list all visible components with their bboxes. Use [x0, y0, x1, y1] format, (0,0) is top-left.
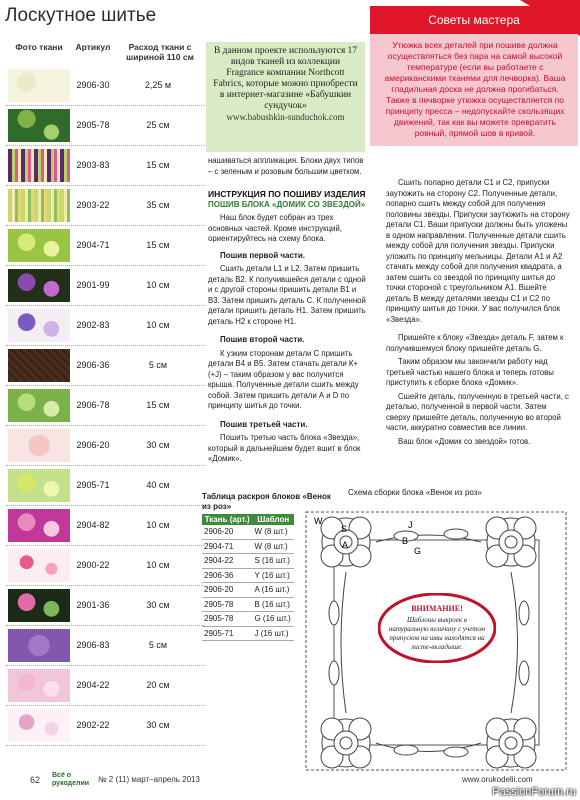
cutting-table: [202, 514, 294, 641]
cutting-fabric: 2906-36: [202, 568, 252, 583]
fabric-swatch: [8, 269, 70, 302]
diagram-label-a: A: [342, 540, 349, 550]
fabric-qty: 30 см: [146, 440, 170, 450]
fabric-swatch: [8, 589, 70, 622]
cutting-table-title: Таблица раскроя блоков «Венок из роз»: [202, 492, 331, 511]
right-column: [386, 178, 572, 450]
fabric-swatch: [8, 429, 70, 462]
info-box: [206, 42, 365, 152]
intro-text: нашиваться аппликация. Блоки двух типов – с зеленым и розовым большим цветком.: [208, 156, 364, 176]
fabric-row: [6, 306, 204, 346]
cutting-fabric: 2905-71: [202, 626, 252, 641]
fabric-article: 2901-36: [76, 600, 110, 610]
cutting-row: [202, 597, 294, 612]
fabric-article: 2905-78: [76, 120, 110, 130]
fabric-article: 2904-71: [76, 240, 110, 250]
fabric-article: 2906-30: [76, 80, 110, 90]
fabric-swatch: [8, 189, 70, 222]
cutting-fabric: 2906-20: [202, 583, 252, 598]
fabric-swatch: [8, 709, 70, 742]
cutting-template: Y (16 шт.): [252, 568, 294, 583]
cutting-template: S (16 шт.): [252, 554, 294, 569]
fabric-row: [6, 626, 204, 666]
fabric-qty: 30 см: [146, 720, 170, 730]
cutting-fabric: 2905-78: [202, 597, 252, 612]
fabric-row: [6, 146, 204, 186]
cutting-fabric: 2904-22: [202, 554, 252, 569]
watermark: PassionForum.ru: [492, 786, 576, 798]
fabric-row: [6, 226, 204, 266]
fabric-row: [6, 66, 204, 106]
diagram-label-w: W: [314, 516, 323, 526]
cutting-fabric: 2904-71: [202, 539, 252, 554]
fabric-article: 2900-22: [76, 560, 110, 570]
cutting-row: [202, 539, 294, 554]
instruction-subheading: ПОШИВ БЛОКА «ДОМИК СО ЗВЕЗДОЙ»: [208, 199, 366, 209]
fabric-article: 2906-83: [76, 640, 110, 650]
col-photo-header: Фото ткани: [15, 42, 63, 52]
part1-text: Сшить детали L1 и L2. Затем пришить деталь В2. К получившейся детали с одной и с другой стороны пришить детали В1 и В3. Затем пришить деталь С. К полученной детали пришить деталь Н1. Затем пришить деталь Н2 к стороне Н1.: [208, 264, 366, 326]
fabric-row: [6, 106, 204, 146]
fabric-article: 2903-83: [76, 160, 110, 170]
fabric-row: [6, 346, 204, 386]
diagram-label-j: J: [408, 520, 413, 530]
part1-title: Пошив первой части.: [220, 250, 305, 260]
diagram-label-s: S: [341, 524, 348, 534]
part3-text: Пошить третью часть блока «Звезда», который в дальнейшем будет вшит в блок «Домик».: [208, 433, 361, 463]
cutting-fabric: 2906-20: [202, 525, 252, 539]
cutting-template: A (16 шт.): [252, 583, 294, 598]
diagram-label-g: G: [414, 546, 422, 556]
fabric-qty: 15 см: [146, 160, 170, 170]
cutting-row: [202, 612, 294, 627]
right-p1: Сшить попарно детали С1 и С2, припуски заутюжить на сторону С2. Полученные детали, попарно сшить между собой для получения половины звезды. Припуски заутюжить на сторону детали С1. Ваши припуски должны быть уложены в одном направлении. Полученные детали сшить между собой для получения звезды. Припуски уложить по принципу мельницы. Детали А1 и А2 стачать между собой для получения квадрата, а затем сшить со звездой по принципу шитья до точки стороной с треугольником А1. Вшейте деталь В между деталями звезды С1 и С2 по принципу шитья до точки. У вас получился блок «Звезда».: [386, 178, 570, 324]
fabric-qty: 5 см: [148, 360, 168, 370]
fabric-qty: 10 см: [146, 280, 170, 290]
page-number: 62: [30, 775, 41, 785]
fabric-qty: 10 см: [146, 560, 170, 570]
page-title: Лоскутное шитье: [5, 5, 157, 26]
fabric-qty: 15 см: [146, 400, 170, 410]
warning-title: ВНИМАНИЕ!: [411, 604, 463, 613]
col-article-header: Артикул: [75, 42, 111, 52]
issue-info: № 2 (11) март–апрель 2013: [98, 775, 200, 784]
right-p3: Таким образом мы закончили работу над третьей частью нашего блока и теперь готовы приступить к сборке блока «Домик».: [386, 357, 554, 387]
fabric-article: 2904-82: [76, 520, 110, 530]
fabric-article: 2906-78: [76, 400, 110, 410]
fabric-article: 2902-22: [76, 720, 110, 730]
fabric-swatch: [8, 349, 70, 382]
fabric-row: [6, 586, 204, 626]
fabric-row: [6, 706, 204, 746]
part2-text: К узким сторонам детали С пришить детали В4 и В5. Затем стачать детали К+(+J) – таким образом у вас получится крыша. Полученные детали сшить между собой. Затем пришить детали А и D по принципу шитья до точки.: [208, 348, 359, 410]
fabric-article: 2901-99: [76, 280, 110, 290]
fabric-row: [6, 466, 204, 506]
fabric-article: 2906-20: [76, 440, 110, 450]
fabric-qty: 25 см: [146, 120, 170, 130]
instruction-heading: ИНСТРУКЦИЯ ПО ПОШИВУ ИЗДЕЛИЯ: [208, 189, 366, 199]
cutting-fabric: 2905-78: [202, 612, 252, 627]
cutting-template: W (8 шт.): [252, 525, 294, 539]
info-text: В данном проекте используются 17 видов тканей из коллекции Fragrance компании Northcott Fabrics, которые можно приобрести в интернет-магазине «Бабушкин сундучок»: [213, 46, 358, 111]
fabric-row: [6, 546, 204, 586]
right-p5: Ваш блок «Домик со звездой» готов.: [398, 436, 531, 446]
fabric-row: [6, 506, 204, 546]
fabric-qty: 15 см: [146, 240, 170, 250]
fabric-swatch: [8, 669, 70, 702]
fabric-article: 2903-22: [76, 200, 110, 210]
col-qty-header: Расход ткани с шириной 110 см: [126, 42, 194, 62]
fabric-swatch: [8, 549, 70, 582]
fabric-row: [6, 186, 204, 226]
cutting-row: [202, 568, 294, 583]
cutting-template: J (16 шт.): [252, 626, 294, 641]
fabric-row: [6, 266, 204, 306]
cutting-row: [202, 525, 294, 539]
diagram-title: Схема сборки блока «Венок из роз»: [348, 488, 482, 497]
fabric-qty: 5 см: [148, 640, 168, 650]
fabric-qty: 20 см: [146, 680, 170, 690]
cutting-template: W (8 шт.): [252, 539, 294, 554]
fabric-swatch: [8, 509, 70, 542]
fabric-article: 2906-36: [76, 360, 110, 370]
fabric-row: [6, 666, 204, 706]
fabric-qty: 30 см: [146, 600, 170, 610]
fabric-qty: 35 см: [146, 200, 170, 210]
fabric-swatch: [8, 629, 70, 662]
cutting-row: [202, 583, 294, 598]
cutting-row: [202, 554, 294, 569]
fabric-swatch: [8, 469, 70, 502]
fabric-qty: 40 см: [146, 480, 170, 490]
warning-text: Шаблоны выкроек в натуральную величину с учетом припусков на швы находятся на листе-вкладыше.: [388, 616, 486, 651]
fabric-article: 2904-22: [76, 680, 110, 690]
tips-box: [370, 6, 578, 146]
fabric-article: 2905-71: [76, 480, 110, 490]
fabric-table: [6, 66, 204, 746]
fabric-swatch: [8, 229, 70, 262]
cutting-col-template: Шаблон: [252, 514, 294, 525]
fabric-qty: 10 см: [146, 520, 170, 530]
fabric-row: [6, 386, 204, 426]
site-url[interactable]: www.orukodelii.com: [462, 775, 533, 784]
cutting-template: B (16 шт.): [252, 597, 294, 612]
fabric-article: 2902-83: [76, 320, 110, 330]
tips-title: Советы мастера: [370, 6, 578, 34]
fabric-swatch: [8, 69, 70, 102]
cutting-col-fabric: Ткань (арт.): [202, 514, 252, 525]
middle-column: [208, 156, 366, 468]
right-p4: Сшейте деталь, полученную в третьей части, с деталью, полученной в первой части. Затем сверху пришейте деталь, полученную во второй части, аккуратно совместив все линии.: [386, 391, 569, 432]
instruction-p1: Наш блок будет собран из трех основных частей. Кроме инструкций, ориентируйтесь на схему блока.: [208, 213, 342, 243]
diagram-label-b: B: [402, 536, 409, 546]
fabric-row: [6, 426, 204, 466]
part2-title: Пошив второй части.: [220, 335, 305, 344]
cutting-template: G (16 шт.): [252, 612, 294, 627]
fabric-qty: 10 см: [146, 320, 170, 330]
fabric-swatch: [8, 149, 70, 182]
fabric-swatch: [8, 109, 70, 142]
fabric-qty: 2,25 м: [144, 80, 172, 90]
fabric-swatch: [8, 389, 70, 422]
cutting-row: [202, 626, 294, 641]
magazine-name: Всё о рукоделии: [52, 772, 90, 787]
tips-text: Утюжка всех деталей при пошиве должна осуществляться без пара на самой высокой температуре (если вы работаете с американскими тканями для печворка). Ваша гладильная доска не должна прогибаться. Также в печворке утюжка осуществляется по принципу пресса – недопускайте скользящих движений, так как вы можете превратить ровный, прямой шов в кривой.: [384, 40, 566, 138]
shop-url[interactable]: www.babushkin-sunduchok.com: [226, 112, 345, 122]
fabric-swatch: [8, 309, 70, 342]
right-p2: Пришейте к блоку «Звезда» деталь F, затем к получившемуся блоку пришейте деталь G.: [386, 333, 564, 353]
part3-title: Пошив третьей части.: [220, 419, 308, 429]
